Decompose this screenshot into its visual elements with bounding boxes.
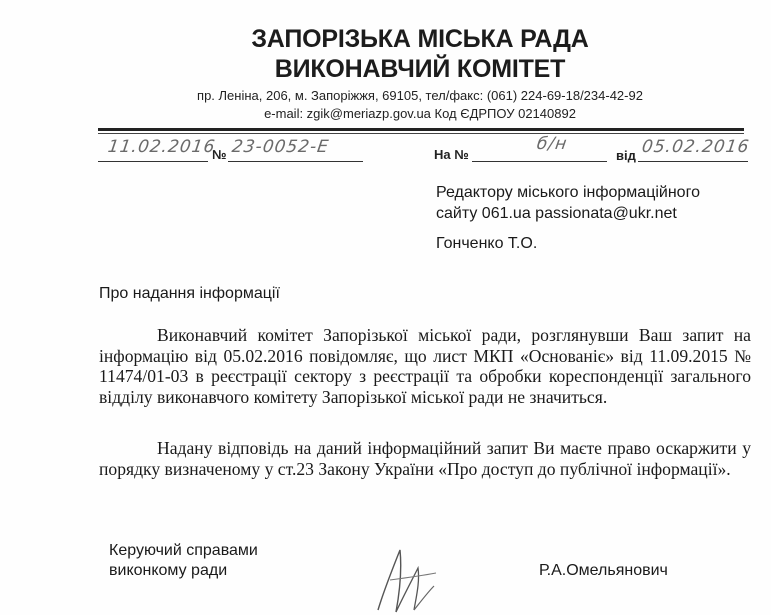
reply-number: б/н (535, 134, 569, 154)
recipient-line-2: сайту 061.ua passionata@ukr.net (436, 205, 677, 222)
out-number: 23-0052-E (230, 137, 331, 157)
org-name: ЗАПОРІЗЬКА МІСЬКА РАДА (251, 25, 589, 53)
reply-number-underline (472, 160, 607, 162)
out-number-underline (228, 160, 363, 162)
out-date: 11.02.2016 (106, 137, 217, 157)
signer-position (109, 541, 258, 581)
org-subtitle: ВИКОНАВЧИЙ КОМІТЕТ (274, 55, 566, 83)
from-label: від (616, 148, 636, 163)
number-label: № (212, 147, 227, 162)
body-paragraph-2: Надану відповідь на даний інформаційний запит Ви маєте право оскаржити у порядку визначеному у ст.23 Закону України «Про доступ до публічної інформації». (99, 438, 751, 479)
reply-date: 05.02.2016 (640, 137, 751, 157)
signer-position-line-1: Керуючий справами (109, 542, 258, 559)
header-divider-thin (98, 133, 744, 134)
header-divider-thick (98, 128, 744, 131)
recipient-line-1: Редактору міського інформаційного (436, 184, 700, 201)
recipient-name: Гонченко Т.О. (436, 235, 538, 252)
reply-label: На № (434, 147, 469, 162)
signer-position-line-2: виконкому ради (109, 562, 228, 579)
reply-date-underline (638, 160, 748, 162)
body-paragraph-1: Виконавчий комітет Запорізької міської ради, розглянувши Ваш запит на інформацію від 05.02.2016 повідомляє, що лист МКП «Основаніє» від 11.09.2015 № 11474/01-03 в реєстрації сектору з реєстрації та обробки кореспонденції загального відділу виконавчого комітету Запорізької міської ради не значиться. (99, 325, 751, 407)
letter-subject: Про надання інформації (99, 285, 280, 302)
out-date-underline (98, 160, 208, 162)
address-line: пр. Леніна, 206, м. Запоріжжя, 69105, тел/факс: (061) 224-69-18/234-42-92 (197, 88, 643, 103)
contact-line: e-mail: zgik@meriazp.gov.ua Код ЄДРПОУ 02140892 (264, 106, 576, 121)
handwritten-signature (370, 540, 460, 615)
signer-name: Р.А.Омельянович (539, 562, 668, 579)
